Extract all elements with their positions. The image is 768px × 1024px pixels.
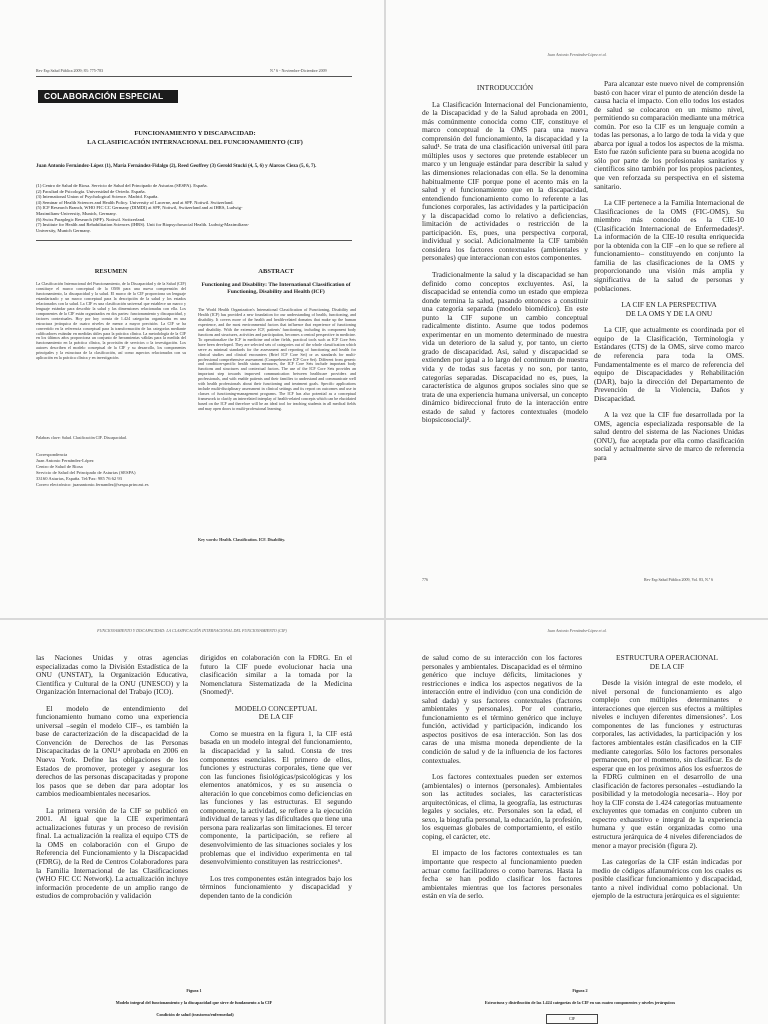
affiliations — [36, 183, 356, 233]
paragraph: La Clasificación Internacional del Funcionamiento, de la Discapacidad y de la Salud aprobada en 2001, más comúnmente conocida como CIF, constituye el marco conceptual de la OMS para una nueva comprensión del funcionamiento, la discapacidad y la salud¹. Se trata de una clasificación universal útil para múltiples usos y sectores que pretende establecer un marco y un lenguaje estándar para describir la salud y las dimensiones relacionadas con ella. Se la denomina habitualmente CIF porque pone el acento más en la salud y el funcionamiento que en la discapacidad, entendiendo funcionamiento como lo referente a las funciones corporales, las actividades y la participación y la discapacidad como lo relativo a deficiencias, limitación de actividades o restricción de la participación. Es, pues, una perspectiva corporal, individual y social. Adicionalmente la CIF también considera los factores contextuales (ambientales y personales) que interaccionan con estos componentes. — [422, 99, 588, 263]
figure-2-label: Figura 2 — [572, 988, 588, 993]
journal-page-1 — [0, 0, 384, 618]
affiliation-line: (7) Institute for Health and Rehabilitation Sciences (IHRS). Unit for Biopsychosocial Health. Ludwig-Maximilians- — [36, 222, 250, 228]
resumen-text: La Clasificación Internacional del Funcionamiento, de la Discapacidad y de la Salud (CIF) constituye el marco conceptual de la OMS para una nueva comprensión del funcionamiento, la discapacidad y la salud. El marco de la CIF proporciona un lenguaje estandarizado y un marco conceptual para la descripción de la salud y los estados relacionados con la salud. La CIF es una clasificación universal que establece un marco y lenguaje estándar para describir la salud y las dimensiones relacionadas con ella. Los componentes de la CIF están organizados en dos partes: funcionamiento y discapacidad, y factores contextuales. Hoy por hoy consta de 1.424 categorías organizadas en una estructura jerárquica de cuatro niveles de menor a mayor precisión. La CIF se ha convertido en la referencia conceptual para la transformación de las categorías mediante calificadores estándar en medidas útiles para la práctica clínica. La metodología de la CIF en los últimos años proporciona un conjunto de herramientas válidas para la medida del funcionamiento en la práctica clínica, la provisión de servicios o la investigación. Los autores describen el modelo conceptual de la CIF y su desarrollo, los componentes principales y la estructura de la clasificación, así como aspectos relacionados con su aplicación en la práctica clínica y en investigación. — [36, 282, 186, 361]
article-title-line-1: FUNCIONAMIENTO Y DISCAPACIDAD: — [134, 130, 256, 137]
paragraph: Como se muestra en la figura 1, la CIF está basada en un modelo integral del funcionamiento, la discapacidad y la salud. Consta de tres componentes esenciales. El primero de ellos, funciones y estructuras corporales, tiene que ver con las funciones fisiológicas/psicológicas y los elementos anatómicos, y es su ausencia o alteración lo que concebimos como deficiencias en las funciones y las estructuras. El segundo componente, la actividad, se refiere a la ejecución individual de tareas y las dificultades que tiene una persona para realizarlas son limitaciones. El tercer componente, la participación, se refiere al desenvolvimiento de las situaciones sociales y los problemas que el individuo experimenta en tal desenvolvimiento constituyen las restricciones⁶. — [200, 728, 352, 867]
paragraph: Para alcanzar este nuevo nivel de comprensión bastó con hacer virar el punto de atención desde la causa hacia el impacto. Con ello todos los estados de salud se colocaron en un mismo nivel, permitiendo su comparación mediante una métrica común. Por eso la CIF es un lenguaje común a todas las personas, a lo largo de toda la vida y que abarca por igual a todos los aspectos de la misma. Esto fue razón suficiente para su buena acogida no sólo por parte de los profesionales sanitarios y científicos sino también por los propios pacientes, que ven reforzada su perspectiva en el sistema sanitario. — [594, 80, 744, 191]
abstract-heading: ABSTRACT — [258, 268, 294, 275]
paragraph: Desde la visión integral de este modelo, el nivel personal de funcionamiento es algo complejo con múltiples determinantes e interacciones que ejercen sus efectos a múltiples niveles e incluyen diferentes dimensiones⁷. Los componentes de las funciones y estructuras corporales, las actividades, la participación y los factores ambientales están clasificados en la CIF mediante categorías. Sólo los factores personales permanecen, por el momento, sin clasificar. Es de esperar que en los próximos años los esfuerzos de la FDRG culminen en el desarrollo de una clasificación de factores personales –estudiando la posibilidad y la metodología necesaria–. Hoy por hoy la CIF consta de 1.424 categorías mutuamente excluyentes que tomadas en conjunto cubren un espectro exhaustivo e integral de la experiencia humana y que están organizadas como una estructura jerárquica de 4 niveles diferenciados de menor a mayor precisión (figura 2). — [592, 678, 742, 850]
paragraph: de salud como de su interacción con los factores personales y ambientales. Discapacidad es el término genérico que incluye déficits, limitaciones y restricciones e indica los aspectos negativos de la interacción entre el individuo (con una condición de salud dada) y sus factores contextuales (factores ambientales y personales). Por el contrario, funcionamiento es el término genérico que incluye función, actividad y participación, indicando los aspectos positivos de esa interacción. Son las dos caras de una misma moneda dependiente de la condición de salud y de la influencia de los factores contextuales. — [422, 654, 582, 765]
author-list: Juan Antonio Fernández-López (1), María Fernández-Fidalgo (2), Reed Geoffrey (3) Gerold Stucki (4, 5, 6) y Alarcos Cieza (5, 6, 7). — [36, 164, 317, 169]
paragraph: El modelo de entendimiento del funcionamiento humano como una experiencia universal –según el modelo CIF–, es también la base de caracterización de la discapacidad de la Convención de Derechos de las Personas Discapacitadas de la ONU⁴ aprobada en 2006 en Nueva York. Define las obligaciones de los Estados de promover, proteger y asegurar los derechos de las personas discapacitadas y propone los pasos que se deben dar para adoptar los cambios medioambientales necesarios. — [36, 703, 188, 799]
correspondence-line: Correo electrónico: juanantonio.fernandez@sespa.princast.es — [36, 482, 149, 487]
abstract-title: Functioning and Disability: The International Classification of Functioning, Disability and Health (ICF) — [201, 282, 351, 295]
correspondence-line: Correspondencia — [36, 452, 68, 457]
affiliation-line: (4) Seminar of Health Sciences and Health Policy. University of Lucerne, and at SPF. Nottwil. Switzerland. — [36, 199, 234, 205]
paragraph: dirigidos en colaboración con la FDRG. En el futuro la CIF puede evolucionar hacia una clasificación similar a la tomada por la Nomenclatura Sistematizada de la Medicina (Snomed)⁵. — [200, 654, 352, 697]
running-head: Juan Antonio Fernández-López et al. — [547, 628, 607, 633]
running-head: FUNCIONAMIENTO Y DISCAPACIDAD: LA CLASIFICACIÓN INTERNACIONAL DEL FUNCIONAMIENTO (CIF) — [97, 628, 287, 633]
introduccion-heading: INTRODUCCIÓN — [476, 83, 534, 92]
figure-1-box: Condición de salud (trastorno/enfermedad) — [156, 1012, 234, 1017]
footer-journal: Rev Esp Salud Pública 2009, Vol. 83, N.º 6 — [644, 577, 714, 582]
section-heading-line-1: LA CIF EN LA PERSPECTIVA — [621, 300, 717, 310]
text-column-left — [422, 654, 582, 984]
paragraph: El impacto de los factores contextuales es tan importante que respecto al funcionamiento pueden actuar como facilitadores o como barreras. Hasta la fecha se han podido clasificar los factores ambientales mientras que los factores personales están en vía de serlo. — [422, 848, 582, 901]
text-column-right — [200, 654, 352, 984]
affiliation-line: University, Munich Germany. — [36, 227, 91, 233]
affiliation-line: (3) International Union of Psychological Science. Madrid. España. — [36, 194, 159, 200]
journal-page-2 — [386, 0, 768, 618]
paragraph: La CIF pertenece a la Familia Internacional de Clasificaciones de la OMS (FIC-OMS). Su miembro más conocido es la CIE-10 (Clasificación Internacional de Enfermedades)³. La información de la CIE-10 resulta enriquecida por la obtenida con la CIF –en lo que se refiere al funcionamiento– constituyendo en conjunto la familia de las clasificaciones de la OMS y proporcionando una visión más amplia y significativa de la salud de personas y poblaciones. — [594, 198, 744, 293]
paragraph: A la vez que la CIF fue desarrollada por la OMS, agencia especializada responsable de la salud dentro del sistema de las Naciones Unidas (ONU), fue aceptada por ella como clasificación social y actualmente sirve de marco de referencia para — [594, 410, 744, 462]
text-column-right — [592, 654, 742, 984]
section-heading-line-2: DE LA OMS Y DE LA ONU — [625, 308, 713, 318]
section-heading-line-1: MODELO CONCEPTUAL — [234, 703, 318, 713]
paragraph: las Naciones Unidas y otras agencias especializadas como la División Estadística de la ONU (UNSTAT), la Organización Educativa, Científica y Cultural de la ONU (UNESCO) y la Organización Internacional del Trabajo (ICO). — [36, 654, 188, 697]
affiliation-line: (2) Facultad de Psicología. Universidad de Oviedo. España. — [36, 188, 146, 194]
section-heading-line-2: DE LA CIF — [258, 712, 294, 722]
running-head: Juan Antonio Fernández-López et al. — [547, 52, 607, 57]
journal-citation: Rev Esp Salud Pública 2009; 83: 775-783 — [36, 68, 104, 73]
text-column-left — [36, 654, 188, 984]
abstract-rule — [36, 240, 352, 241]
figure-2-caption: Estructura y distribución de las 1.424 categorías de la CIF en sus cuatro componentes y niveles jerárquicos — [484, 1000, 676, 1005]
abstract-text: The World Health Organization's International Classification of Functioning, Disability and Health (ICF) has provided a new foundation for our understanding of health, functioning, and disability. It covers more of the health and health-related domains that make up the human experience, and the most environmental factors that influence that experience of functioning and disability. With the extensive ICF, patients' functioning, including its component body functions and structures, activities and participation, becomes a central perspective in medicine. To operationalize the ICF in medicine and other fields, practical tools such as ICF Core Sets have been developed. They are selected sets of categories out of the whole classification which serve as minimal standards for the assessment and reporting of functioning and health for clinical studies and clinical encounters (Brief ICF Core Set) or as standards for multi-professional comprehensive assessment (Comprehensive ICF Core Set). Different from generic and condition-specific health status measures, the ICF Core Sets include important body functions and structures and contextual factors. The use of the ICF Core Sets provides an important step towards improved communication between healthcare providers and professionals, and with enable patients and their families to understand and communicate well with health professionals about their functioning and treatment goals. Specific applications include multi-disciplinary assessment in clinical settings and its report on outcomes and use in classes of functioning-management programs. The ICF has also potential as a conceptual framework to clarify an interrelated interplay of health-related concepts which can be elucidated based on the ICF and therefore will be an ideal tool for teaching students in all medical fields and may open doors to multi-professional learning. — [198, 308, 356, 412]
page-number: 776 — [422, 577, 428, 582]
paragraph: La CIF, que actualmente es coordinada por el equipo de la Clasificación, Terminología y Estándares (CTS) de la OMS, sirve como marco de referencia para toda la OMS. Fundamentalmente es el marco de referencia del equipo de Discapacidades y Rehabilitación (DAR), bajo la dirección del Departamento de Prevención de la Violencia, Daños y Discapacidad. — [594, 325, 744, 403]
article-title-line-2: LA CLASIFICACIÓN INTERNACIONAL DEL FUNCIONAMIENTO (CIF) — [87, 139, 303, 146]
paragraph: La primera versión de la CIF se publicó en 2001. Al igual que la CIE experimentará actualizaciones futuras y un proceso de revisión final. La actualización la realiza el equipo CTS de la OMS en colaboración con el Grupo de Referencia del Funcionamiento y la Discapacidad (FDRG), de la Red de Centros Colaboradores para la Familia Internacional de las Clasificaciones (WHO FIC CC Network). La actualización incluye información procedente de un amplio rango de estudios de comprobación y validación — [36, 805, 188, 901]
section-heading-line-2: DE LA CIF — [649, 661, 685, 671]
correspondence-block — [36, 452, 186, 488]
journal-page-3 — [0, 620, 384, 1024]
header-rule — [36, 76, 352, 77]
paragraph: Los tres componentes están integrados bajo los términos funcionamiento y discapacidad y dependen tanto de la condición — [200, 873, 352, 900]
resumen-heading: RESUMEN — [94, 268, 128, 275]
section-badge: COLABORACIÓN ESPECIAL — [38, 90, 178, 103]
correspondence-line: Centro de Salud de Riosa — [36, 464, 83, 469]
paragraph: Las categorías de la CIF están indicadas por medio de códigos alfanuméricos con los cuales es posible clasificar funcionamiento y discapacidad, tanto a nivel individual como poblacional. Un ejemplo de la estructura jerárquica es el siguiente: — [592, 857, 742, 901]
figure-1-label: Figura 1 — [186, 988, 202, 993]
affiliation-line: Maximilians-University, Munich, Germany. — [36, 210, 117, 216]
journal-issue: N.º 6 - Noviembre-Diciembre 2009 — [270, 68, 327, 73]
correspondence-line: Servicio de Salud del Principado de Asturias (SESPA) — [36, 470, 136, 475]
correspondence-line: Juan Antonio Fernández-López — [36, 458, 94, 463]
paragraph: Tradicionalmente la salud y la discapacidad se han definido como conceptos excluyentes. Así, la discapacidad se entendía como un estado que empieza donde termina la salud, pasando entonces a constituir una categoría separada (modelo biomédico). En este punto la CIF supone un cambio conceptual radicalmente distinto. Asume que todos podemos experimentar en un momento determinado de nuestra vida un deterioro de la salud y, por tanto, un cierto grado de discapacidad. Así, salud y discapacidad se extienden por igual a lo largo del continuum de nuestra vida y de todas sus facetas y no son, por tanto, categorías separadas. Discapacidad no es, pues, la característica de algunos grupos sociales sino que se trata de una experiencia humana universal, un concepto dinámico bidireccional fruto de la interacción entre estado de salud y factores contextuales (modelo biopsicosocial)². — [422, 269, 588, 425]
palabras-clave: Palabras clave: Salud. Clasificación CIF. Discapacidad. — [36, 435, 127, 440]
affiliation-line: (1) Centro de Salud de Riosa. Servicio de Salud del Principado de Asturias (SESPA). España. — [36, 183, 208, 188]
affiliation-line: (6) Swiss Paraplegic Research (SPF). Nottwil. Switzerland. — [36, 216, 146, 222]
figure-1-caption: Modelo integral del funcionamiento y la discapacidad que sirve de fundamento a la CIF — [115, 1000, 273, 1005]
correspondence-line: 33160 Asturias, España. Tel/Fax: 985 76 62 93 — [36, 476, 122, 481]
journal-page-4 — [386, 620, 768, 1024]
affiliation-line: (5) ICF Research Branch, WHO FIC CC Germany (DIMDI) at SPF, Nottwil, Switzerland and at IHRS, Ludwig- — [36, 205, 243, 211]
figure-2-root-box: CIF — [546, 1014, 598, 1024]
section-heading-line-1: ESTRUCTURA OPERACIONAL — [615, 654, 719, 662]
text-column-right — [594, 80, 744, 550]
paragraph: Los factores contextuales pueden ser externos (ambientales) o internos (personales). Ambientales son las actitudes sociales, las características arquitectónicas, el clima, la geografía, las estructuras legales y sociales, etc. Personales son la edad, el sexo, la biografía personal, la educación, la profesión, los esquemas globales de comportamiento, el estilo coping, el carácter, etc. — [422, 772, 582, 841]
key-words: Key words: Health. Classification. ICF. Disability. — [198, 537, 286, 542]
text-column-left — [422, 80, 588, 550]
